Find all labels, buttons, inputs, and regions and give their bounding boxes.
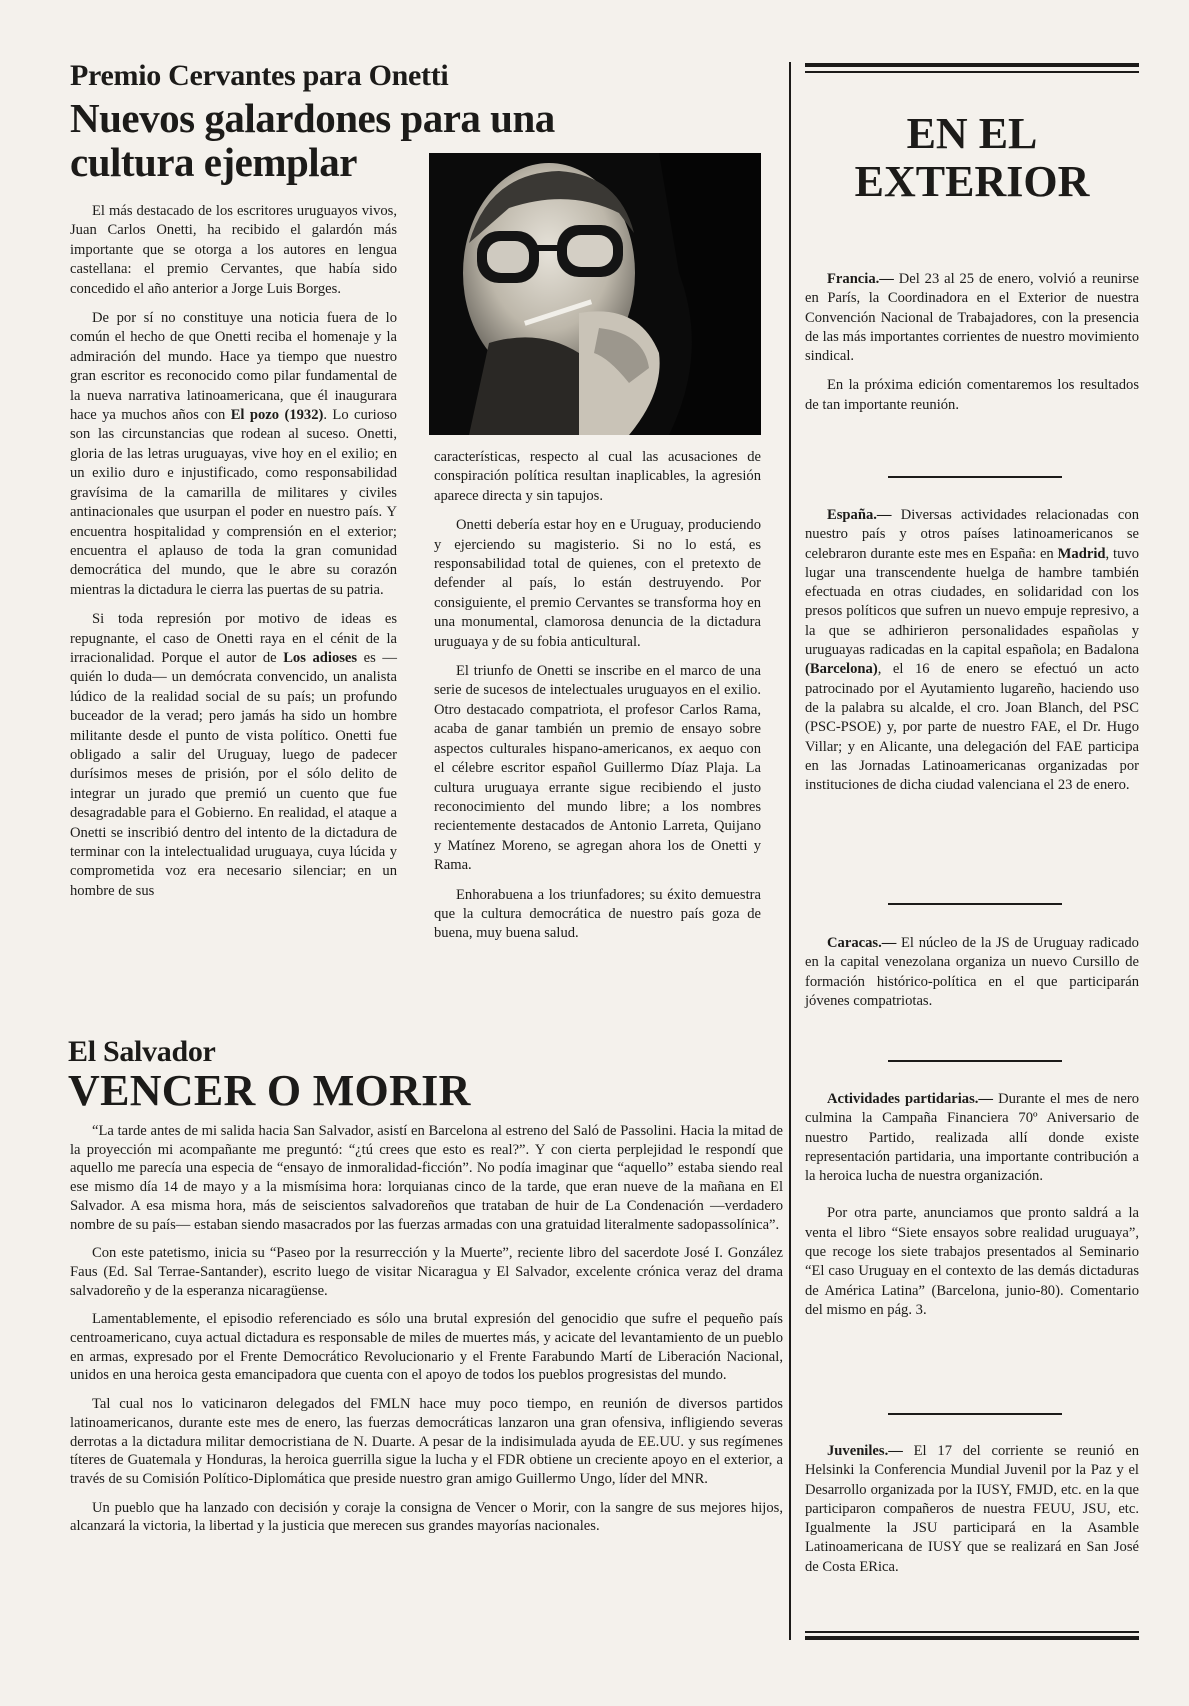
news-item-francia: [805, 270, 1139, 366]
sidebar-title-line1: EN EL: [906, 109, 1038, 158]
sidebar-title-line2: EXTERIOR: [854, 157, 1090, 206]
sidebar-bottom-rule-1: [805, 1631, 1139, 1633]
news-head-partidarias: Actividades partidarias.—: [827, 1091, 993, 1107]
news-item-partidarias: [805, 1090, 1139, 1186]
article1-headline-line2: cultura ejemplar: [70, 139, 357, 185]
news-text-partidarias: Durante el mes de nero culmina la Campaña Financiera 70º Aniversario de nuestro Partido, realizada allí donde existe representación partidaria, una importante contribución a la heroica lucha de nuestra organización.: [805, 1091, 1140, 1185]
article1-paragraph-2: [70, 309, 397, 600]
news-text-espana-b: , tuvo lugar una transcendente huelga de hambre también efectuada en otras ciudades, en solidaridad con los presos políticos que sufren un nuevo empuje represivo, a la que se adhirieron personalidades españolas y uruguayas radicadas en la capital española; en Badalona: [805, 545, 1140, 659]
news-text-espana-c: , el 16 de enero se efectuó un acto patrocinado por el Ayutamiento lugareño, haciendo uso de la palabra su alcalde, el cro. Joan Blanch, del PSC (PSC-PSOE) y, por parte de nuestro FAE, el Dr. Hugo Villar; y en Alicante, una delegación del FAE participa en las Jornadas Latinoamericanas organizadas por instituciones de dicha ciudad valenciana el 23 de enero.: [805, 661, 1139, 794]
article1-paragraph-7: Enhorabuena a los triunfadores; su éxito demuestra que la cultura democrática de nuestro país goza de buena, muy buena salud.: [434, 886, 761, 942]
news-head-caracas: Caracas.—: [827, 935, 897, 951]
news-head-juveniles: Juveniles.—: [827, 1443, 903, 1459]
article2-paragraph-1: “La tarde antes de mi salida hacia San Salvador, asistí en Barcelona al estreno del Saló de Passolini. Hacia la mitad de la proyección mi acompañante me preguntó: “¿tú crees que esto es real?”. Y con cierta perplejidad le respondí que aquello me parecía una especia de “ensayo de inmoralidad-ficción”. No podía imaginar que “aquello” estaba siendo real ese mismo día 14 de mayo y a la mismísima hora: lorquianas cinco de la tarde, que eran nueve de la mañana en El Salvador. A esa misma hora, más de seiscientos salvadoreños que trataban de huir de La Condenación —verdadero nombre de su país— estaban siendo masacrados por las fuerzas armadas con una gratuidad literalmente sadopassolínica”.: [70, 1123, 783, 1233]
article2-headline: VENCER O MORIR: [68, 1066, 471, 1115]
article1-paragraph-3: [70, 610, 397, 901]
city-madrid: Madrid: [1057, 545, 1106, 562]
article1-paragraph-6: El triunfo de Onetti se inscribe en el marco de una serie de sucesos de intelectuales uruguayos en el exilio. Otro destacado compatriota, el profesor Carlos Rama, acaba de ganar también un premio de ensayo sobre aspectos culturales hispano-americanos, ex aequo con el célebre escritor español Guillermo Díaz Plaja. La cultura uruguaya errante sigue recibiendo el justo reconocimiento del mundo libre; a los nombres recientemente destacados de Antonio Larreta, Quijano y Matínez Moreno, se agregan ahora los de Onetti y Rama.: [434, 663, 761, 874]
separator-1: [888, 476, 1062, 478]
article1-paragraph-5: Onetti debería estar hoy en e Uruguay, produciendo y ejerciendo su magisterio. Si no lo está, es responsabilidad total de quienes, con el pretexto de defender al país, lo están destruyendo. Por consiguiente, el premio Cervantes se transforma hoy en una monumental, clamorosa denuncia de la dictadura uruguaya y de su fobia anticultural.: [434, 517, 761, 650]
article2-paragraph-4: Tal cual nos lo vaticinaron delegados del FMLN hace muy poco tiempo, en reunión de diversos partidos latinoamericanos, durante este mes de enero, las fuerzas democráticas lanzaron una gran ofensiva, infligiendo severas derrotas a la dictadura militar democristiana de N. Duarte. A pesar de la indisimulada ayuda de EE.UU. y sus regímenes títeres de Guatemala y Honduras, la heroica guerrilla sigue la lucha y el FDR obtiene un creciente apoyo en el exterior, a través de su Comisión Político-Diplomática que preside nuestro gran amigo Guillermo Ungo, líder del MNR.: [70, 1396, 783, 1487]
article2-paragraph-5: Un pueblo que ha lanzado con decisión y coraje la consigna de Vencer o Morir, con la sangre de sus mejores hijos, alcanzará la victoria, la libertad y la justicia que merecen sus grandes mayorías nacionales.: [70, 1499, 783, 1535]
news-item-partidarias-2: Por otra parte, anunciamos que pronto saldrá a la venta el libro “Siete ensayos sobre realidad uruguaya”, que recoge los siete trabajos presentados al Seminario “El caso Uruguay en el contexto de las demás dictaduras de América Latina” (Barcelona, junio-80). Comentario del mismo en pág. 3.: [805, 1205, 1139, 1318]
city-barcelona: (Barcelona): [805, 661, 878, 678]
news-text-caracas: El núcleo de la JS de Uruguay radicado en la capital venezolana organiza un nuevo Cursillo de formación histórico-política en el que participarán jóvenes compatriotas.: [805, 935, 1139, 1009]
sidebar-top-rule-2: [805, 71, 1139, 73]
news-text-francia: Del 23 al 25 de enero, volvió a reunirse en París, la Coordinadora en el Exterior de nuestra Convención Nacional de Trabajadores, con la presencia de las más importantes corrientes de nuestro movimiento sindical.: [805, 271, 1139, 365]
news-item-caracas: [805, 934, 1139, 1011]
article1-paragraph-4: características, respecto al cual las acusaciones de conspiración política resultan inaplicables, la agresión aparece directa y sin tapujos.: [434, 449, 761, 504]
article1-paragraph-2-text-b: . Lo curioso son las circunstancias que rodean al suceso. Onetti, gloria de las letras uruguayas, vive hoy en el exilio; en un exilio duro e injustificado, como responsabilidad gravísima de la camarilla de militares y civiles antinacionales que usurpan el poder en nuestro país. Y encuentra hospitalidad y comprensión en el exterior; encuentra el aplauso de toda la gran comunidad democrática del mundo, que le abre su corazón mientras la dictadura le cierra las puertas de su patria.: [70, 407, 397, 598]
article1-paragraph-1: El más destacado de los escritores uruguayos vivos, Juan Carlos Onetti, ha recibido el galardón más importante que se otorga a los autores en lengua castellana: el premio Cervantes, que había sido concedido el año anterior a Jorge Luis Borges.: [70, 203, 397, 297]
news-item-francia-2: En la próxima edición comentaremos los resultados de tan importante reunión.: [805, 377, 1139, 413]
article2-paragraph-2: Con este patetismo, inicia su “Paseo por la resurrección y la Muerte”, reciente libro del sacerdote José I. González Faus (Ed. Sal Terrae-Santander), escrito luego de visitar Nicaragua y El Salvador, excelente crónica veraz del drama salvadoreño y de la esperanza nicaragüense.: [70, 1245, 783, 1299]
separator-2: [888, 903, 1062, 905]
column-divider: [789, 62, 791, 1640]
book-title-el-pozo: El pozo (1932): [230, 407, 324, 424]
news-item-espana: [805, 506, 1139, 795]
separator-3: [888, 1060, 1062, 1062]
sidebar-bottom-rule-2: [805, 1636, 1139, 1640]
news-text-espana-a: Diversas actividades relacionadas con nuestro país y otros países latinoamericanos se celebraron durante este mes en España: en: [805, 507, 1139, 562]
onetti-photo: [429, 153, 761, 435]
news-text-juveniles: El 17 del corriente se reunió en Helsinki la Conferencia Mundial Juvenil por la Paz y el Desarrollo organizada por la IUSY, FMJD, etc. en la que participaron compañeros de nuestra FEUU, JSU, etc. Igualmente la JSU participará en la Asamble Latinoamericana de IUSY que se realizará en San José de Costa ERica.: [805, 1443, 1139, 1575]
separator-4: [888, 1413, 1062, 1415]
portrait-image: [429, 153, 761, 435]
article1-kicker: Premio Cervantes para Onetti: [70, 59, 449, 92]
news-item-juveniles: [805, 1442, 1139, 1577]
article2-kicker: El Salvador: [68, 1035, 216, 1068]
article1-headline-line1: Nuevos galardones para una: [70, 95, 555, 141]
book-title-los-adioses: Los adioses: [283, 649, 358, 666]
article2-paragraph-3: Lamentablemente, el episodio referenciado es sólo una brutal expresión del genocidio que sufre el pequeño país centroamericano, cuya actual dictadura es responsable de miles de muertes más, y acicate del levantamiento de un pueblo en armas, expresado por el Frente Democrático Revolucionario y el Frente Farabundo Martí de Liberación Nacional, unidos en una heroica gesta emancipadora que cuenta con el apoyo de todos los pueblos progresistas del mundo.: [70, 1311, 783, 1384]
sidebar-top-rule-1: [805, 63, 1139, 67]
news-head-espana: España.—: [827, 507, 892, 523]
article1-paragraph-3-text-b: es —quién lo duda— un demócrata convencido, un analista lúdico de la realidad social de su país; un profundo buceador de la verad; pero jamás ha sido un hombre militante desde el punto de vista político. Onetti fue obligado a salir del Uruguay, luego de padecer durísimos meses de prisión, por el sólo delito de integrar un jurado que premió un cuento que fue desagradable para el Gobierno. En realidad, el ataque a Onetti se inscribió dentro del intento de la dictadura de terminar con la intelectualidad uruguaya, cuya lúcida y comprometida voz era necesario silenciar; en un hombre de sus: [70, 649, 397, 899]
news-head-francia: Francia.—: [827, 271, 894, 287]
article1-paragraph-2-text-a: De por sí no constituye una noticia fuera de lo común el hecho de que Onetti reciba el homenaje y la admiración del mundo. Hace ya tiempo que nuestro gran escritor es reconocido como pilar fundamental de la nueva narrativa latinoamericana, que él inaugurara hace ya muchos años con: [70, 310, 397, 424]
article1-paragraph-3-text-a: Si toda represión por motivo de ideas es repugnante, el caso de Onetti raya en el cénit de la irracionalidad. Porque el autor de: [70, 611, 397, 666]
